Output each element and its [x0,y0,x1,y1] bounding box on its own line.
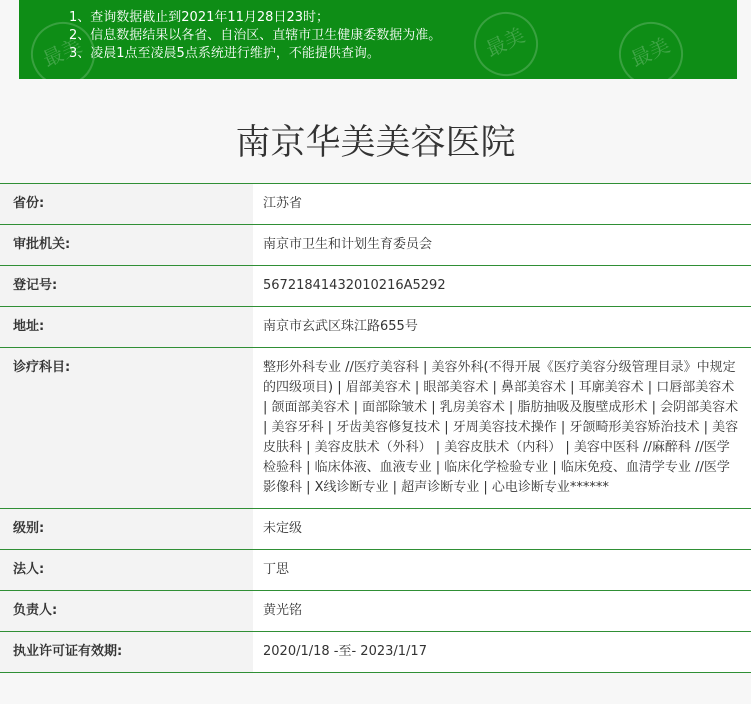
info-value: 丁思 [253,550,751,590]
info-row-legal-person [0,550,751,591]
info-label: 负责人: [0,591,253,631]
notice-banner [19,0,737,79]
info-value: 56721841432010216A5292 [253,266,751,306]
info-row-departments [0,348,751,509]
info-value: 江苏省 [253,184,751,224]
info-label: 地址: [0,307,253,347]
info-value: 未定级 [253,509,751,549]
info-value: 整形外科专业 //医疗美容科 | 美容外科(不得开展《医疗美容分级管理目录》中规定的四级项目) | 眉部美容术 | 眼部美容术 | 鼻部美容术 | 耳廓美容术 | 口唇部美容术 | 颌面部美容术 | 面部除皱术 | 乳房美容术 | 脂肪抽吸及腹壁成形术 | 会阴部美容术 | 美容牙科 | 牙齿美容修复技术 | 牙周美容技术操作 | 牙颌畸形美容矫治技术 | 美容皮肤科 | 美容皮肤术（外科） | 美容皮肤术（内科） | 美容中医科 //麻醉科 //医学检验科 | 临床体液、血液专业 | 临床化学检验专业 | 临床免疫、血清学专业 //医学影像科 | X线诊断专业 | 超声诊断专业 | 心电诊断专业****** [253,348,751,508]
notice-line: 2、信息数据结果以各省、自治区、直辖市卫生健康委数据为准。 [69,28,442,43]
info-label: 登记号: [0,266,253,306]
info-row-address [0,307,751,348]
watermark-logo: 最美 [20,11,105,79]
info-row-license-validity [0,632,751,673]
info-value: 2020/1/18 -至- 2023/1/17 [253,632,751,672]
info-label: 法人: [0,550,253,590]
notice-line: 1、查询数据截止到2021年11月28日23时； [69,10,329,25]
info-row-registration-number [0,266,751,307]
info-row-person-in-charge [0,591,751,632]
info-value: 黄光铭 [253,591,751,631]
info-row-level [0,509,751,550]
info-label: 省份: [0,184,253,224]
watermark-logo: 最美 [463,1,548,79]
watermark-logo: 最美 [608,11,693,79]
info-value: 南京市卫生和计划生育委员会 [253,225,751,265]
info-label: 审批机关: [0,225,253,265]
info-row-approval-authority [0,225,751,266]
info-label: 诊疗科目: [0,348,253,508]
hospital-info-table [0,183,751,673]
info-label: 执业许可证有效期: [0,632,253,672]
info-row-province [0,184,751,225]
info-value: 南京市玄武区珠江路655号 [253,307,751,347]
notice-line: 3、凌晨1点至凌晨5点系统进行维护，不能提供查询。 [69,46,380,61]
info-label: 级别: [0,509,253,549]
hospital-name-title: 南京华美美容医院 [235,123,516,163]
